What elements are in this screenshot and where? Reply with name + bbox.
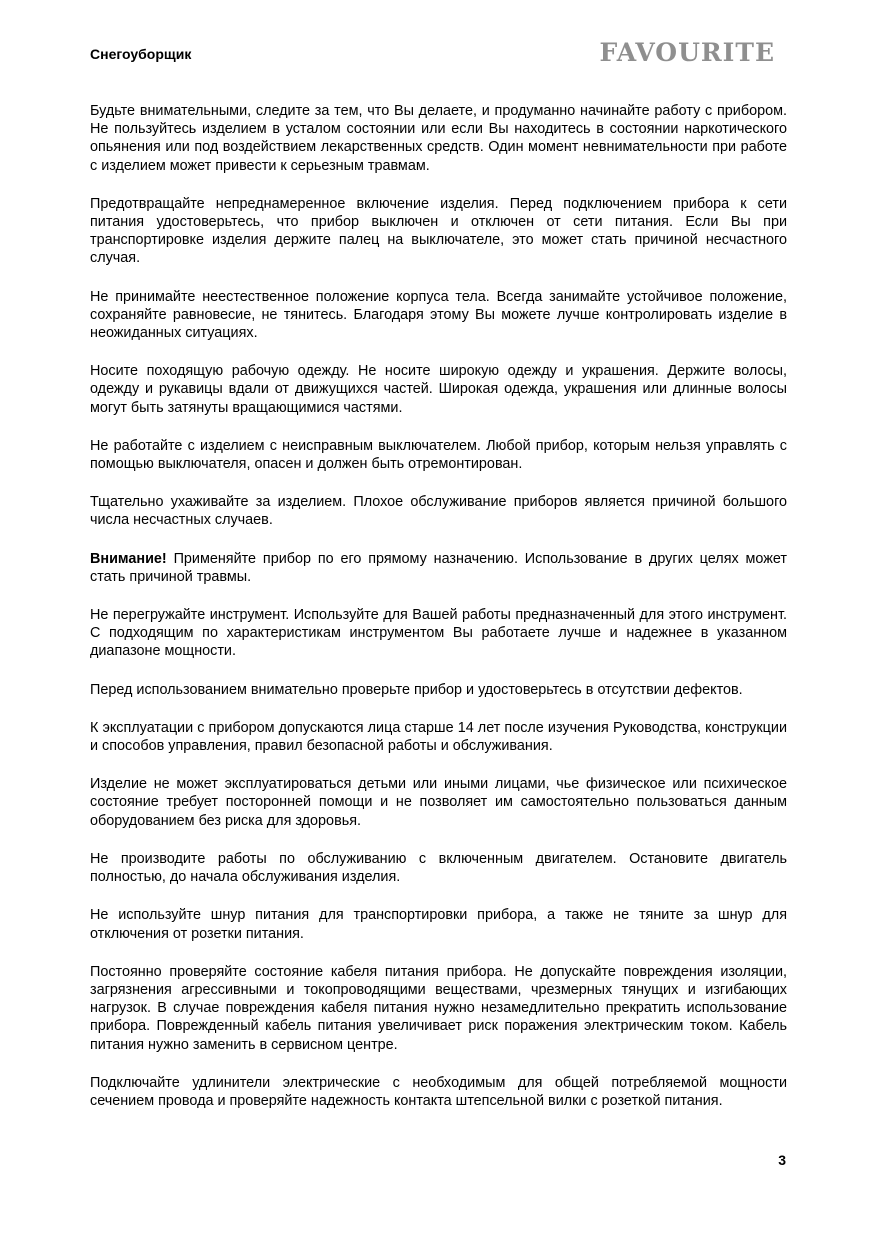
paragraph-extension-cords: Подключайте удлинители электрические с необходимым для общей потребляемой мощности сечением провода и проверяйте надежность контакта штепсельной вилки с розеткой питания. [90, 1074, 787, 1109]
paragraph-unintended-start: Предотвращайте непреднамеренное включение изделия. Перед подключением прибора к сети питания удостоверьтесь, что прибор выключен и отключен от сети питания. Если Вы при транспортировке изделия держите палец на выключателе, это может стать причиной несчастного случая. [90, 195, 787, 267]
paragraph-body-position: Не принимайте неестественное положение корпуса тела. Всегда занимайте устойчивое положение, сохраняйте равновесие, не тянитесь. Благодаря этому Вы можете лучше контролировать изделие в неожиданных ситуациях. [90, 288, 787, 342]
paragraph-power-cord: Не используйте шнур питания для транспортировки прибора, а также не тяните за шнур для отключения от розетки питания. [90, 907, 787, 942]
paragraph-overload: Не перегружайте инструмент. Используйте для Вашей работы предназначенный для этого инструмент. С подходящим по характеристикам инструментом Вы работаете лучше и надежнее в указанном диапазоне мощности. [90, 607, 787, 660]
paragraph-inspection: Перед использованием внимательно проверьте прибор и удостоверьтесь в отсутствии дефектов. [90, 681, 743, 698]
warning-label: Внимание! [90, 550, 167, 567]
brand-logo: FAVOURITE [599, 38, 775, 67]
paragraph-age-limit: К эксплуатации с прибором допускаются лица старше 14 лет после изучения Руководства, конструкции и способов управления, правил безопасной работы и обслуживания. [90, 719, 787, 755]
paragraph-warning [90, 550, 787, 586]
paragraph-children: Изделие не может эксплуатироваться детьми или иными лицами, чье физическое или психическое состояние требует посторонней помощи и не позволяет им самостоятельно пользоваться данным оборудованием без риска для здоровья. [90, 776, 787, 829]
warning-text: Применяйте прибор по его прямому назначению. Использование в других целях может стать причиной травмы. [90, 550, 787, 585]
paragraph-work-clothing: Носите походящую рабочую одежду. Не носите широкую одежду и украшения. Держите волосы, одежду и рукавицы вдали от движущихся частей. Широкая одежда, украшения или длинные волосы могут быть затянуты вращающимися частями. [90, 363, 787, 416]
paragraph-engine-off: Не производите работы по обслуживанию с включенным двигателем. Остановите двигатель полностью, до начала обслуживания изделия. [90, 850, 787, 886]
page-header [90, 36, 785, 70]
document-title: Снегоуборщик [90, 46, 192, 62]
document-body [90, 102, 787, 1130]
paragraph-faulty-switch: Не работайте с изделием с неисправным выключателем. Любой прибор, которым нельзя управлять с помощью выключателя, опасен и должен быть отремонтирован. [90, 437, 787, 473]
paragraph-attention: Будьте внимательными, следите за тем, что Вы делаете, и продуманно начинайте работу с прибором. Не пользуйтесь изделием в усталом состоянии или если Вы находитесь в состоянии наркотического опьянения или под воздействием лекарственных средств. Один момент невнимательности при работе с изделием может привести к серьезным травмам. [90, 103, 787, 174]
paragraph-maintenance: Тщательно ухаживайте за изделием. Плохое обслуживание приборов является причиной большого числа несчастных случаев. [90, 494, 787, 529]
page-number: 3 [778, 1152, 786, 1168]
paragraph-cable-check: Постоянно проверяйте состояние кабеля питания прибора. Не допускайте повреждения изоляции, загрязнения агрессивными и токопроводящими веществами, чрезмерных тянущих и изгибающих нагрузок. В случае повреждения кабеля питания нужно незамедлительно прекратить использование прибора. Поврежденный кабель питания увеличивает риск поражения электрическим током. Кабель питания нужно заменить в сервисном центре. [90, 963, 787, 1053]
